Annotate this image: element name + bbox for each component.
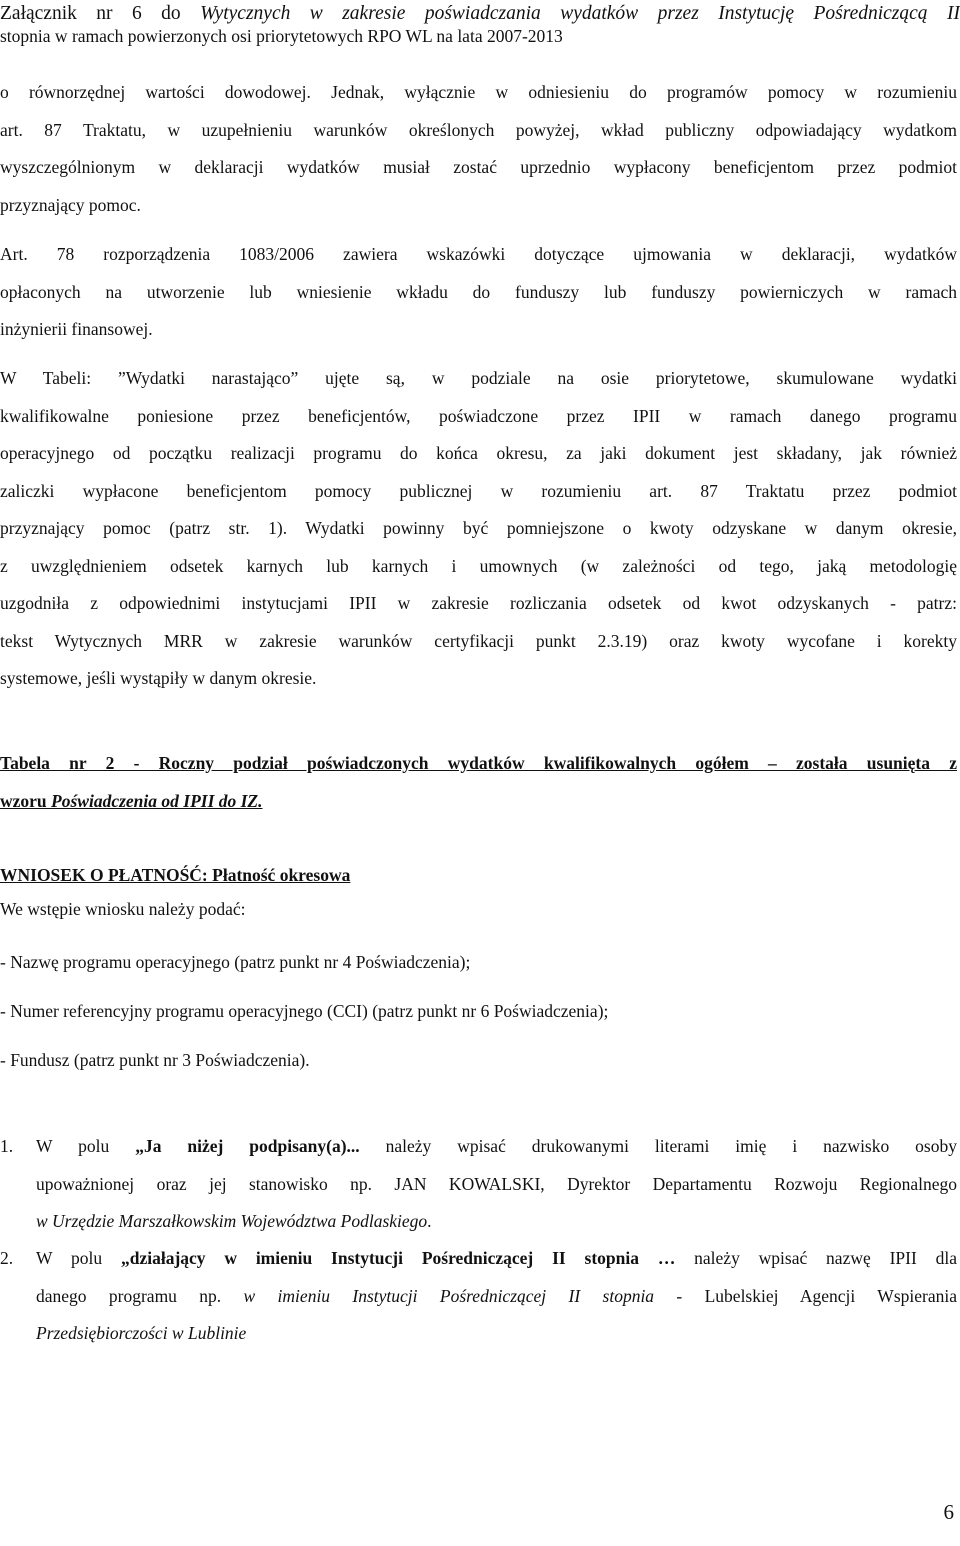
section-intro: We wstępie wniosku należy podać: [0, 899, 246, 919]
item-text: należy wpisać drukowanymi literami imię i nazwisko osoby [359, 1136, 957, 1156]
item-line [36, 1203, 957, 1241]
paragraph-line: operacyjnego od początku realizacji programu do końca okresu, za jaki dokument jest składany, jak również [0, 443, 957, 463]
paragraph-line: systemowe, jeśli wystąpiły w danym okresie. [0, 668, 317, 688]
item-text: danego programu np. [36, 1285, 244, 1306]
header-line-2: stopnia w ramach powierzonych osi priorytetowych RPO WL na lata 2007-2013 [0, 26, 563, 46]
header-prefix: Załącznik nr 6 do [0, 3, 201, 24]
paragraph-line: z uwzględnieniem odsetek karnych lub karnych i umownych (w zależności od tego, jaką metodologię [0, 555, 957, 576]
paragraph-line: uzgodniła z odpowiednimi instytucjami IPII w zakresie rozliczania odsetek od kwot odzyskanych - patrz: [0, 593, 957, 613]
item-text: - Lubelskiej Agencji Wspierania [654, 1285, 957, 1306]
paragraph-line: przyznający pomoc. [0, 194, 141, 215]
required-items-list-3 [0, 1042, 957, 1079]
paragraph-3 [0, 360, 957, 698]
required-items-list-2 [0, 993, 957, 1030]
item-italic: w imieniu Instytucji Pośredniczącej II stopnia [243, 1285, 655, 1306]
field-name: „Ja niżej podpisany(a)... [135, 1136, 360, 1156]
item-line [36, 1240, 957, 1278]
header-title-italic: Wytycznych w zakresie poświadczania wydatków przez Instytucję Pośredniczącą II [200, 3, 960, 24]
paragraph-line: W Tabeli: ”Wydatki narastająco” ujęte są, w podziale na osie priorytetowe, skumulowane wydatki [0, 368, 957, 388]
table-note-text: Tabela nr 2 - Roczny podział poświadczonych wydatków kwalifikowalnych ogółem – została usunięta z [0, 753, 957, 773]
payment-request-section [0, 858, 957, 926]
table-note-line-2 [0, 783, 957, 821]
item-line [36, 1315, 957, 1353]
page-header [0, 2, 960, 48]
item-line [36, 1128, 957, 1166]
list-item: - Fundusz (patrz punkt nr 3 Poświadczenia). [0, 1050, 310, 1070]
numbered-item-1 [0, 1128, 957, 1241]
paragraph-line: wyszczególnionym w deklaracji wydatków musiał zostać uprzednio wypłacony beneficjentom przez podmiot [0, 157, 957, 177]
item-text: W polu [36, 1248, 121, 1268]
item-text: W polu [36, 1136, 136, 1156]
paragraph-line: inżynierii finansowej. [0, 319, 153, 339]
section-title [0, 858, 957, 892]
page-number: 6 [943, 1500, 954, 1524]
item-text: należy wpisać nazwę IPII dla [675, 1248, 957, 1268]
item-italic: Przedsiębiorczości w Lublinie [36, 1323, 247, 1343]
header-line-1 [0, 2, 960, 25]
paragraph-line: przyznający pomoc (patrz str. 1). Wydatki powinny być pomniejszone o kwoty odzyskane w danym okresie, [0, 518, 957, 538]
table-note-text: wzoru [0, 790, 52, 811]
table-note-line-1 [0, 745, 957, 783]
item-number: 2. [0, 1248, 14, 1268]
table-removed-note [0, 745, 957, 820]
paragraph-line: tekst Wytycznych MRR w zakresie warunków certyfikacji punkt 2.3.19) oraz kwoty wycofane i korekty [0, 630, 957, 651]
required-items-list [0, 944, 957, 981]
table-note-italic: Poświadczenia od IPII do IZ. [51, 790, 263, 811]
item-italic: w Urzędzie Marszałkowskim Województwa Podlaskiego [36, 1211, 428, 1231]
field-name: „działający w imieniu Instytucji Pośredniczącej II stopnia … [120, 1248, 676, 1268]
item-number: 1. [0, 1136, 14, 1156]
paragraph-line: Art. 78 rozporządzenia 1083/2006 zawiera wskazówki dotyczące ujmowania w deklaracji, wydatków [0, 244, 957, 264]
paragraph-2 [0, 236, 957, 349]
list-item: - Numer referencyjny programu operacyjnego (CCI) (patrz punkt nr 6 Poświadczenia); [0, 1001, 609, 1021]
item-line [36, 1278, 957, 1316]
paragraph-line: o równorzędnej wartości dowodowej. Jednak, wyłącznie w odniesieniu do programów pomocy w rozumieniu [0, 82, 957, 102]
paragraph-1 [0, 74, 957, 224]
item-line: upoważnionej oraz jej stanowisko np. JAN KOWALSKI, Dyrektor Departamentu Rozwoju Regionalnego [36, 1173, 957, 1194]
numbered-item-2 [0, 1240, 957, 1353]
paragraph-line: opłaconych na utworzenie lub wniesienie wkładu do funduszy lub funduszy powierniczych w ramach [0, 281, 957, 302]
paragraph-line: zaliczki wypłacone beneficjentom pomocy publicznej w rozumieniu art. 87 Traktatu przez podmiot [0, 480, 957, 501]
list-item: - Nazwę programu operacyjnego (patrz punkt nr 4 Poświadczenia); [0, 952, 471, 972]
paragraph-line: kwalifikowalne poniesione przez beneficjentów, poświadczone przez IPII w ramach danego programu [0, 405, 957, 426]
paragraph-line: art. 87 Traktatu, w uzupełnieniu warunków określonych powyżej, wkład publiczny odpowiadający wydatkom [0, 119, 957, 140]
item-text: . [427, 1211, 432, 1231]
section-title-text: WNIOSEK O PŁATNOŚĆ: Płatność okresowa [0, 865, 351, 885]
